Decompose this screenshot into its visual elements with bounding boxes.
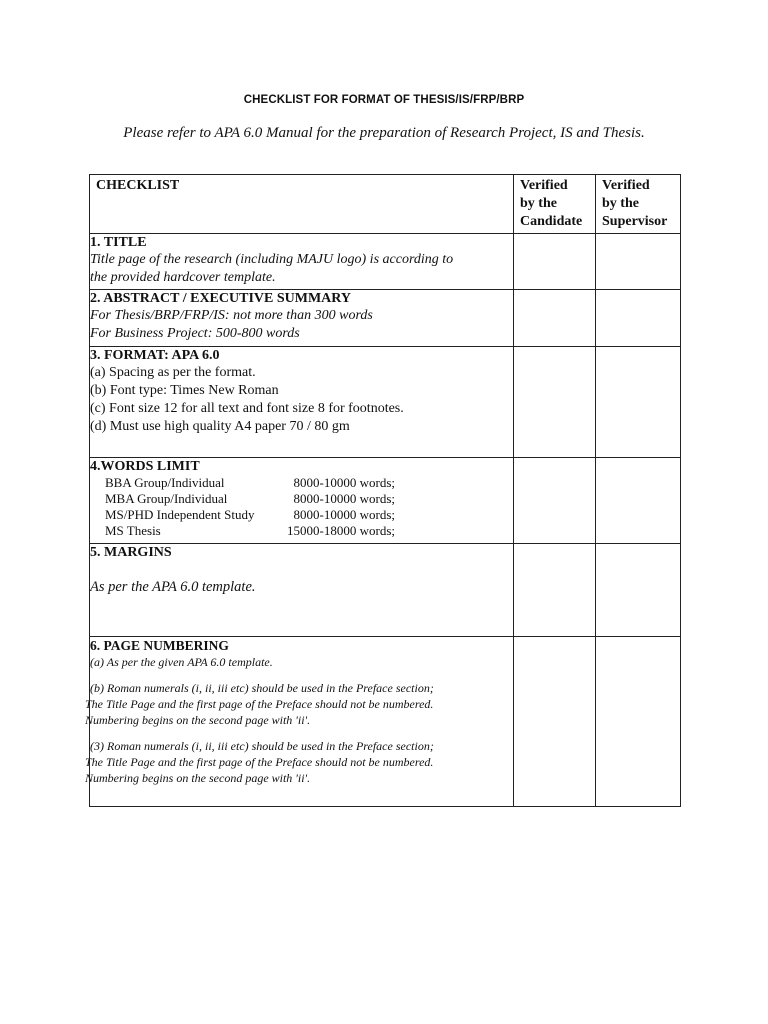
abstract-section: 2. ABSTRACT / EXECUTIVE SUMMARY For Thesis/BRP/FRP/IS: not more than 300 words For Business Project: 500-800 words: [90, 290, 514, 347]
supervisor-check-cell[interactable]: [596, 637, 681, 807]
table-row: [90, 458, 681, 544]
page-subtitle: Please refer to APA 6.0 Manual for the preparation of Research Project, IS and Thesis.: [123, 125, 645, 141]
supervisor-check-cell[interactable]: [596, 290, 681, 347]
supervisor-column-header: Verified by the Supervisor: [596, 175, 681, 234]
checklist-column-header: CHECKLIST: [90, 175, 514, 234]
table-row: [90, 347, 681, 458]
format-section: 3. FORMAT: APA 6.0 (a) Spacing as per the format. (b) Font type: Times New Roman (c) Font size 12 for all text and font size 8 for footnotes. (d) Must use high quality A4 paper 70 / 80 gm: [90, 347, 514, 458]
section-heading: 6. PAGE NUMBERING: [90, 638, 229, 653]
checklist-table: [85, 174, 681, 807]
section-heading: 3. FORMAT: APA 6.0: [90, 348, 220, 363]
section-heading: 2. ABSTRACT / EXECUTIVE SUMMARY: [90, 291, 352, 306]
candidate-column-header: Verified by the Candidate: [514, 175, 596, 234]
section-heading: 5. MARGINS: [90, 545, 172, 560]
candidate-check-cell[interactable]: [514, 234, 596, 290]
list-item: BBA Group/Individual 8000-10000 words;: [105, 475, 395, 490]
words-limit-section: [90, 458, 514, 544]
margins-section: 5. MARGINS As per the APA 6.0 template.: [90, 544, 514, 637]
title-section: 1. TITLE Title page of the research (including MAJU logo) is according to the provided hardcover template.: [90, 234, 514, 290]
list-item: MBA Group/Individual 8000-10000 words;: [105, 491, 395, 506]
candidate-check-cell[interactable]: [514, 637, 596, 807]
page-title: CHECKLIST FOR FORMAT OF THESIS/IS/FRP/BRP: [243, 94, 525, 106]
supervisor-check-cell[interactable]: [596, 347, 681, 458]
table-header-row: [90, 175, 681, 234]
supervisor-check-cell[interactable]: [596, 458, 681, 544]
supervisor-check-cell[interactable]: [596, 234, 681, 290]
candidate-check-cell[interactable]: [514, 290, 596, 347]
candidate-check-cell[interactable]: [514, 458, 596, 544]
table-row: [90, 234, 681, 290]
page-numbering-section: 6. PAGE NUMBERING (a) As per the given APA 6.0 template. (b) Roman numerals (i, ii, iii etc) should be used in the Preface section; The Title Page and the first page of the Preface should not be numbered. Numbering begins on the second page with 'ii'. (3) Roman numerals (i, ii, iii etc) should be used in the Preface section; The Title Page and the first page of the Preface should not be numbered. Numbering begins on the second page with 'ii'.: [90, 637, 514, 807]
supervisor-check-cell[interactable]: [596, 544, 681, 637]
table-row: [90, 544, 681, 637]
list-item: MS/PHD Independent Study 8000-10000 words;: [105, 507, 395, 522]
table-row: [90, 637, 681, 807]
candidate-check-cell[interactable]: [514, 347, 596, 458]
section-heading: 4.WORDS LIMIT: [90, 459, 200, 474]
section-heading: 1. TITLE: [90, 235, 147, 250]
table-row: [90, 290, 681, 347]
list-item: MS Thesis 15000-18000 words;: [105, 523, 395, 538]
candidate-check-cell[interactable]: [514, 544, 596, 637]
